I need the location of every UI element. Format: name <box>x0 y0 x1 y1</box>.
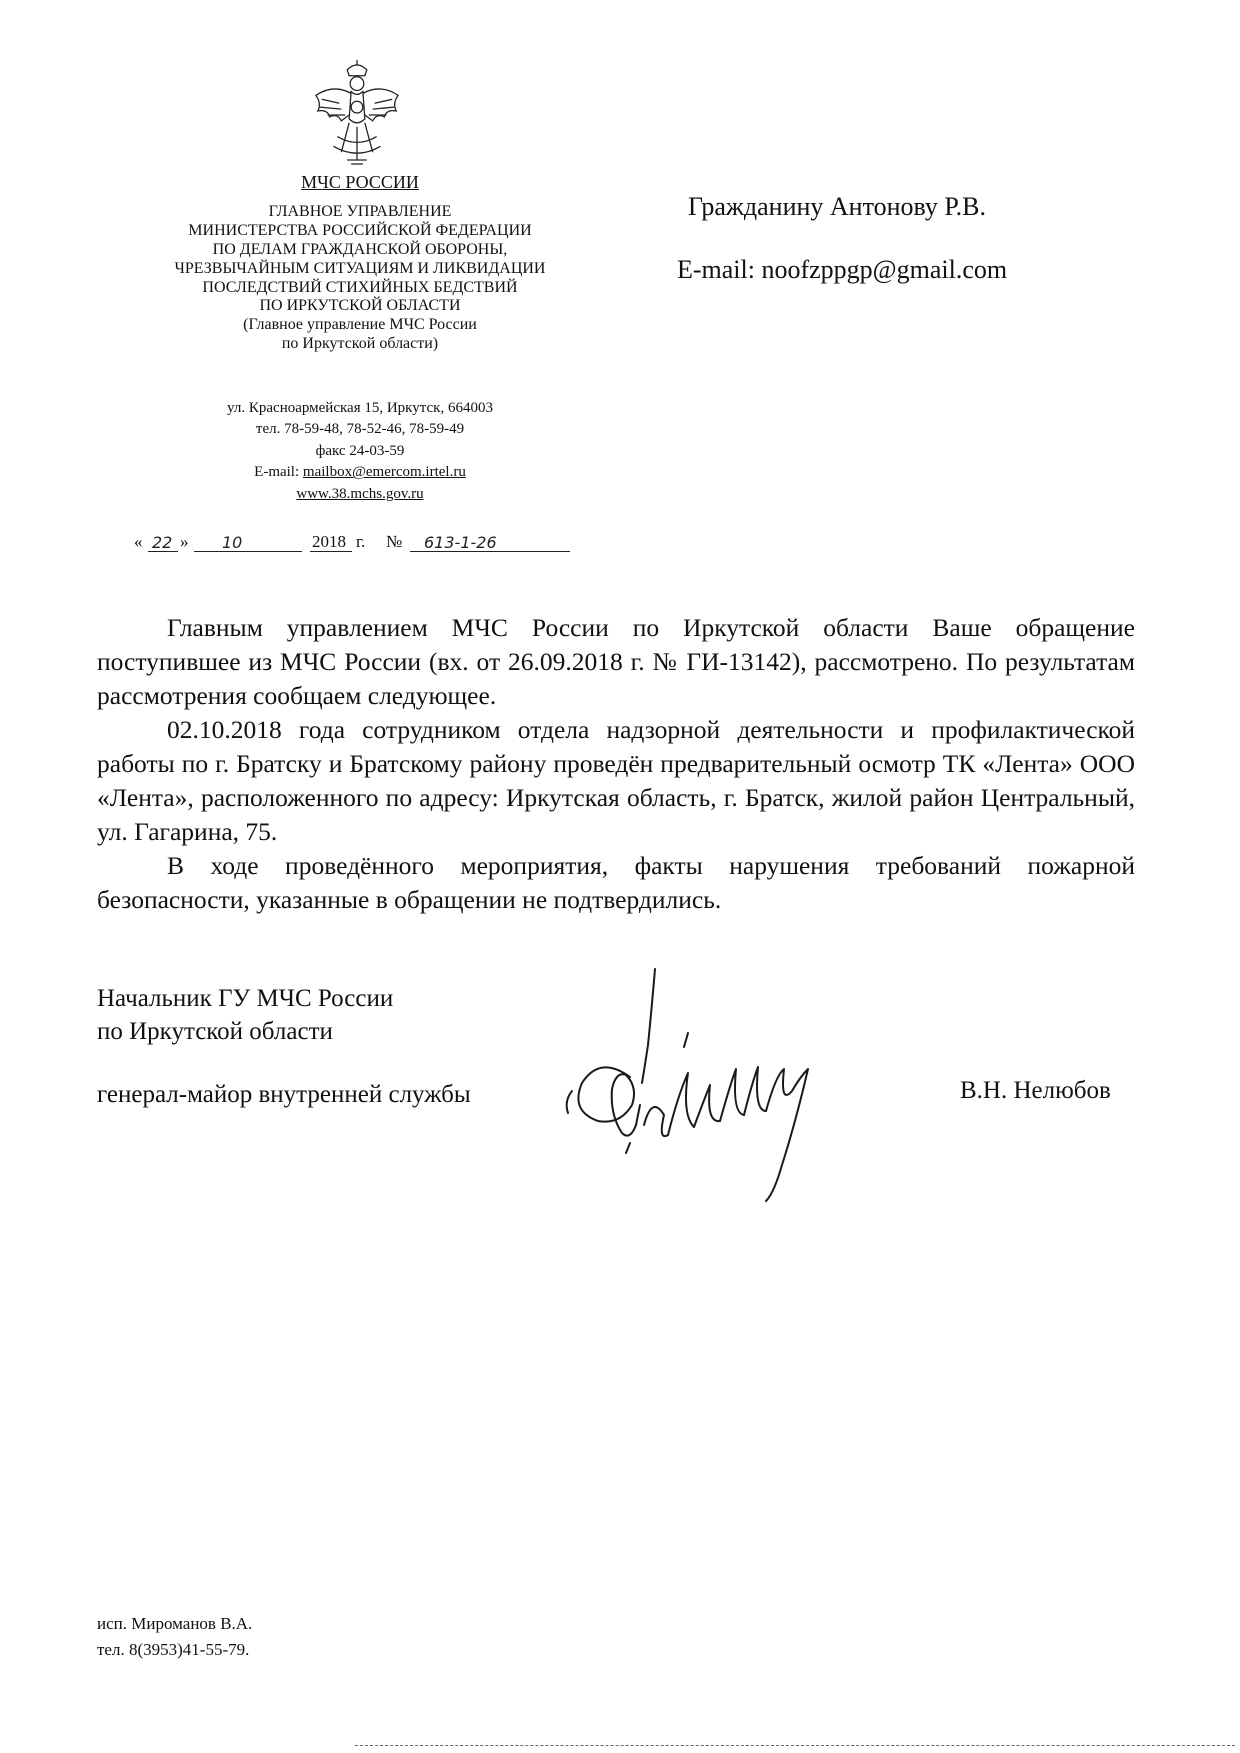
letterhead-line: ЧРЕЗВЫЧАЙНЫМ СИТУАЦИЯМ И ЛИКВИДАЦИИ <box>174 259 546 277</box>
body-paragraph: 02.10.2018 года сотрудником отдела надзорной деятельности и профилактической работы по г. Братску и Братскому району проведён предварительный осмотр ТК «Лента» ООО «Лента», расположенного по адресу: Иркутская область, г. Братск, жилой район Центральный, ул. Гагарина, 75. <box>97 715 1135 846</box>
recipient-email: E-mail: noofzppgp@gmail.com <box>677 255 1008 284</box>
letterhead-line: ГЛАВНОЕ УПРАВЛЕНИЕ <box>268 203 452 220</box>
letterhead-line: (Главное управление МЧС России <box>243 316 477 334</box>
org-name: МЧС РОССИИ <box>301 172 419 192</box>
signer-rank: генерал-майор внутренней службы <box>97 1081 471 1108</box>
registration-month: 10 <box>222 533 243 552</box>
executor-info <box>97 1611 252 1663</box>
number-sign: № <box>386 532 403 551</box>
registration-line <box>134 528 584 556</box>
letterhead-line: ПОСЛЕДСТВИЙ СТИХИЙНЫХ БЕДСТВИЙ <box>202 278 518 296</box>
email-label: E-mail: <box>254 464 303 481</box>
letterhead-line: по Иркутской области) <box>281 335 439 353</box>
body-paragraph: Главным управлением МЧС России по Иркутской области Ваше обращение поступившее из МЧС России (вх. от 26.09.2018 г. № ГИ-13142), рассмотрено. По результатам рассмотрения сообщаем следующее. <box>97 613 1135 710</box>
handwritten-signature <box>560 965 850 1205</box>
executor-phone: тел. 8(3953)41-55-79. <box>97 1640 250 1659</box>
year-suffix: г. <box>356 532 366 551</box>
open-quote: « <box>134 532 143 551</box>
signer-name: В.Н. Нелюбов <box>960 1077 1111 1104</box>
registration-year: 2018 <box>312 532 346 551</box>
executor-name: исп. Мироманов В.А. <box>97 1614 253 1633</box>
email-link[interactable]: mailbox@emercom.irtel.ru <box>302 464 466 481</box>
close-quote: » <box>180 532 189 551</box>
signer-title-line: Начальник ГУ МЧС России <box>97 985 394 1012</box>
signer-title-line: по Иркутской области <box>97 1018 333 1045</box>
phones: тел. 78-59-48, 78-52-46, 78-59-49 <box>255 421 465 438</box>
letterhead-line: ПО ИРКУТСКОЙ ОБЛАСТИ <box>259 297 461 315</box>
email-line <box>130 462 590 483</box>
letter-body <box>97 611 1135 917</box>
letterhead-contacts <box>130 398 590 505</box>
fax: факс 24-03-59 <box>315 442 405 459</box>
registration-day: 22 <box>152 533 173 552</box>
registration-number: 613-1-26 <box>424 533 497 552</box>
scan-edge-line <box>355 1745 1235 1746</box>
letterhead-line: ПО ДЕЛАМ ГРАЖДАНСКОЙ ОБОРОНЫ, <box>212 240 508 258</box>
body-paragraph: В ходе проведённого мероприятия, факты нарушения требований пожарной безопасности, указанные в обращении не подтвердились. <box>97 851 1135 914</box>
emblem-icon <box>308 58 406 168</box>
address: ул. Красноармейская 15, Иркутск, 664003 <box>227 400 493 416</box>
signer-title <box>97 982 393 1048</box>
website-link[interactable]: www.38.mchs.gov.ru <box>296 485 424 502</box>
recipient-name: Гражданину Антонову Р.В. <box>688 192 986 221</box>
letterhead-line: МИНИСТЕРСТВА РОССИЙСКОЙ ФЕДЕРАЦИИ <box>188 221 532 239</box>
letterhead-ministry <box>130 203 590 354</box>
